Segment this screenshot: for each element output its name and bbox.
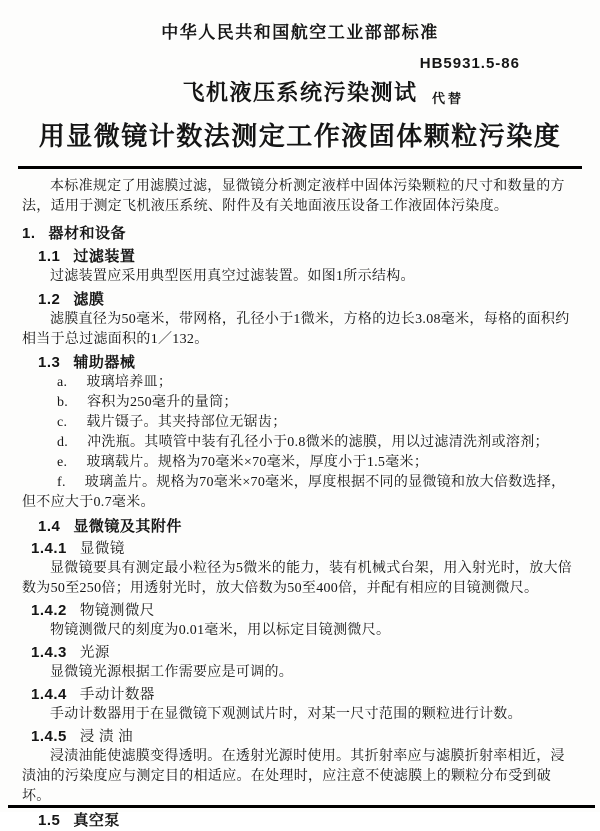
- section-1-4-1-heading: [31, 539, 578, 559]
- list-item-a-label: a.: [57, 375, 68, 390]
- section-1-5-heading: [38, 811, 578, 831]
- section-1-4-3-heading: [31, 643, 578, 663]
- section-1-4-5-paragraph: 浸渍油能使滤膜变得透明。在透射光源时使用。其折射率应与滤膜折射率相近，浸渍油的污染度应与测定目的相适应。在处理时，应注意不使滤膜上的颗粒分布受到破坏。: [22, 749, 565, 804]
- list-item-d: [22, 433, 578, 453]
- list-item-d-text: 冲洗瓶。其喷管中装有孔径小于0.8微米的滤膜，用以过滤清洗剂或溶剂；: [87, 435, 549, 450]
- section-1-3-number: 1.3: [38, 354, 61, 371]
- section-1-4-2-heading: [31, 601, 578, 621]
- list-item-e-label: e.: [57, 455, 68, 470]
- intro-paragraph: 本标准规定了用滤膜过滤，显微镜分析测定液样中固体污染颗粒的尺寸和数量的方法，适用于测定飞机液压系统、附件及有关地面液压设备工作液固体污染度。: [22, 179, 565, 214]
- section-1-heading: [22, 224, 578, 244]
- list-item-e: [22, 453, 578, 473]
- section-1-4-5-title: 浸 渍 油: [79, 729, 134, 745]
- section-1-4-2-title: 物镜测微尺: [79, 603, 155, 619]
- section-1-4-4-paragraph: 手动计数器用于在显微镜下观测试片时，对某一尺寸范围的颗粒进行计数。: [50, 707, 522, 722]
- bottom-rule: [8, 805, 595, 808]
- section-1-4-4-heading: [31, 685, 578, 705]
- section-1-4-2-paragraph: 物镜测微尺的刻度为0.01毫米，用以标定目镜测微尺。: [50, 623, 391, 638]
- section-1-5-title: 真空泵: [73, 812, 120, 829]
- list-item-a-text: 玻璃培养皿；: [86, 375, 173, 390]
- series-title-row: [22, 79, 578, 107]
- section-1-1-title: 过滤装置: [73, 248, 136, 265]
- section-1-4-3-paragraph: 显微镜光源根据工作需要应是可调的。: [50, 665, 294, 680]
- list-item-c-label: c.: [57, 415, 68, 430]
- list-item-f: [22, 473, 578, 513]
- list-item-b: [22, 393, 578, 413]
- section-1-4-4-number: 1.4.4: [31, 686, 67, 703]
- series-title: 飞机液压系统污染测试: [182, 80, 418, 105]
- section-1-3-title: 辅助器械: [73, 354, 136, 371]
- section-1-2-number: 1.2: [38, 291, 61, 308]
- section-1-4-4-title: 手动计数器: [79, 687, 155, 703]
- section-1-4-1-paragraph: 显微镜要具有测定最小粒径为5微米的能力，装有机械式台架，用入射光时，放大倍数为50至250倍；用透射光时，放大倍数为50至400倍，并配有相应的目镜测微尺。: [22, 561, 573, 596]
- list-item-e-text: 玻璃载片。规格为70毫米×70毫米，厚度小于1.5毫米；: [86, 455, 429, 470]
- section-1-number: 1.: [22, 225, 36, 242]
- section-1-5-number: 1.5: [38, 812, 61, 829]
- list-item-c-text: 载片镊子。其夹持部位无锯齿；: [86, 415, 287, 430]
- list-item-f-label: f.: [57, 475, 66, 490]
- section-1-4-3-number: 1.4.3: [31, 644, 67, 661]
- section-1-1-heading: [38, 247, 578, 267]
- org-title: 中华人民共和国航空工业部部标准: [161, 23, 439, 42]
- section-1-2-title: 滤膜: [73, 291, 105, 308]
- section-1-2-heading: [38, 290, 578, 310]
- standard-number: HB5931.5-86: [419, 55, 520, 72]
- list-item-c: [22, 413, 578, 433]
- list-item-d-label: d.: [57, 435, 69, 450]
- section-1-4-5-number: 1.4.5: [31, 728, 67, 745]
- section-1-4-heading: [38, 517, 578, 537]
- section-1-4-title: 显微镜及其附件: [73, 518, 182, 535]
- section-1-4-1-number: 1.4.1: [31, 540, 67, 557]
- section-1-4-2-number: 1.4.2: [31, 602, 67, 619]
- list-item-f-text: 玻璃盖片。规格为70毫米×70毫米，厚度根据不同的显微镜和放大倍数选择，但不应大于0.7毫米。: [22, 475, 566, 510]
- section-1-1-paragraph: 过滤装置应采用典型医用真空过滤装置。如图1所示结构。: [50, 269, 415, 284]
- section-1-2-paragraph: 滤膜直径为50毫米，带网格，孔径小于1微米，方格的边长3.08毫米，每格的面积约相当于总过滤面积的1／132。: [22, 312, 570, 347]
- list-item-b-text: 容积为250毫升的量筒；: [87, 395, 238, 410]
- section-1-title: 器材和设备: [48, 225, 127, 242]
- section-1-3-heading: [38, 353, 578, 373]
- section-1-4-1-title: 显微镜: [79, 541, 125, 557]
- top-rule: [18, 166, 582, 169]
- doc-title: 用显微镜计数法测定工作液固体颗粒污染度: [38, 121, 562, 151]
- replaces-label: 代替: [432, 91, 465, 106]
- section-1-4-3-title: 光源: [79, 645, 110, 661]
- list-item-b-label: b.: [57, 395, 69, 410]
- section-1-1-number: 1.1: [38, 248, 61, 265]
- section-1-4-number: 1.4: [38, 518, 61, 535]
- list-item-a: [22, 373, 578, 393]
- section-1-4-5-heading: [31, 727, 578, 747]
